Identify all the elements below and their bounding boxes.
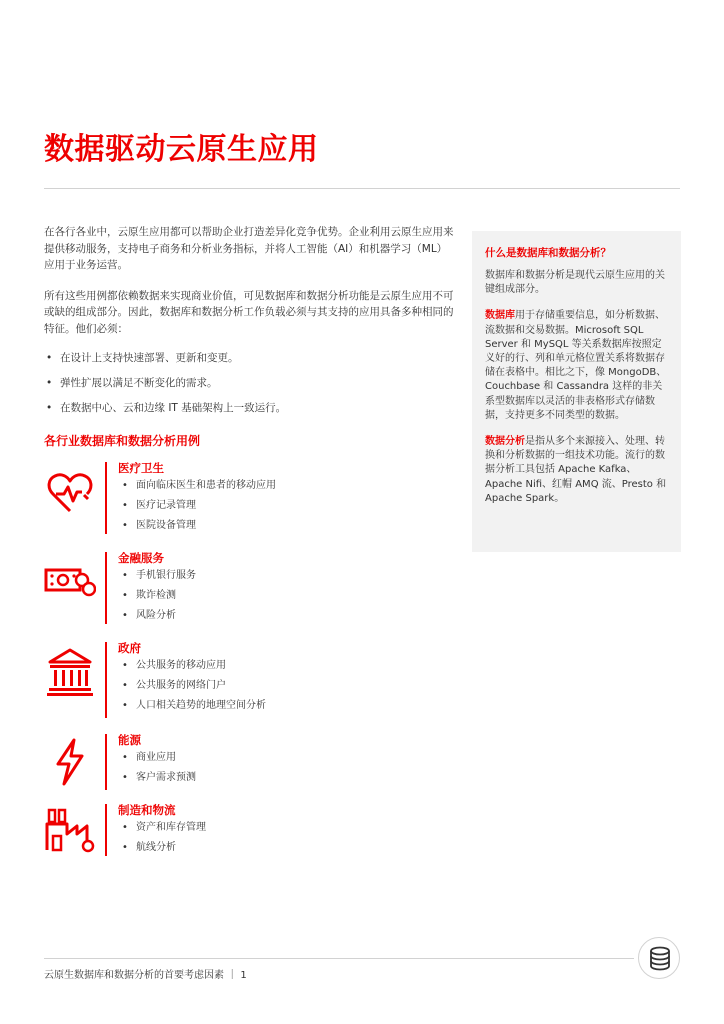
footer-badge	[638, 937, 680, 979]
industry-title: 制造和物流	[118, 803, 176, 817]
factory-icon	[44, 804, 96, 856]
bullet-icon: •	[122, 480, 128, 491]
industry-title: 医疗卫生	[118, 461, 164, 475]
industry-energy	[44, 734, 464, 790]
list-item	[44, 351, 454, 365]
industry-list	[122, 751, 196, 791]
sidebar-paragraph-3-text: 是指从多个来源接入、处理、转换和分析数据的一组技术功能。流行的数据分析工具包括 Apache Kafka、Apache Nifi、红帽 AMQ 流、Presto 和 Apache Spark。	[485, 436, 667, 504]
list-item-text: 航线分析	[136, 842, 176, 853]
list-item	[122, 589, 196, 602]
bullet-icon: •	[46, 402, 53, 414]
term-analytics: 数据分析	[485, 436, 525, 448]
industry-government	[44, 642, 464, 718]
list-item-text: 医疗记录管理	[136, 500, 196, 511]
list-item-text: 弹性扩展以满足不断变化的需求。	[60, 377, 218, 389]
bullet-icon: •	[46, 352, 53, 364]
sidebar-paragraph-3	[485, 435, 669, 506]
list-item-text: 在数据中心、云和边缘 IT 基础架构上一致运行。	[60, 402, 287, 414]
sidebar-heading: 什么是数据库和数据分析？	[485, 247, 611, 259]
industry-divider	[105, 642, 107, 718]
industry-title: 能源	[118, 733, 141, 747]
intro-paragraph-1: 在各行各业中，云原生应用都可以帮助企业打造差异化竞争优势。企业利用云原生应用来提供移动服务，支持电子商务和分析业务指标，并将人工智能（AI）和机器学习（ML）应用于业务运营。	[44, 226, 454, 271]
page-title: 数据驱动云原生应用	[44, 132, 319, 167]
term-database: 数据库	[485, 310, 515, 322]
bullet-icon: •	[46, 377, 53, 389]
industry-divider	[105, 734, 107, 790]
list-item-text: 手机银行服务	[136, 570, 196, 581]
list-item-text: 医院设备管理	[136, 520, 196, 531]
industry-list	[122, 659, 266, 719]
list-item-text: 公共服务的移动应用	[136, 660, 226, 671]
government-building-icon	[44, 646, 96, 698]
bullet-icon: •	[122, 680, 128, 691]
bullet-icon: •	[122, 700, 128, 711]
industry-list	[122, 569, 196, 629]
list-item	[122, 821, 206, 834]
money-coins-icon	[44, 556, 96, 608]
list-item	[122, 519, 276, 532]
industry-finance	[44, 552, 464, 624]
heart-pulse-icon	[44, 467, 96, 519]
list-item-text: 面向临床医生和患者的移动应用	[136, 480, 276, 491]
intro-section	[44, 224, 454, 426]
lightning-bolt-icon	[44, 736, 96, 788]
list-item	[122, 609, 196, 622]
definition-sidebar	[472, 231, 681, 552]
list-item	[122, 699, 266, 712]
database-icon	[639, 938, 681, 980]
list-item-text: 资产和库存管理	[136, 822, 206, 833]
list-item-text: 客户需求预测	[136, 772, 196, 783]
industry-list	[122, 479, 276, 539]
bullet-icon: •	[122, 520, 128, 531]
bullet-icon: •	[122, 822, 128, 833]
list-item-text: 在设计上支持快速部署、更新和变更。	[60, 352, 239, 364]
list-item	[44, 401, 454, 415]
industry-divider	[105, 804, 107, 856]
list-item-text: 欺诈检测	[136, 590, 176, 601]
industry-title: 政府	[118, 641, 141, 655]
list-item	[122, 771, 196, 784]
bullet-icon: •	[122, 500, 128, 511]
list-item-text: 人口相关趋势的地理空间分析	[136, 700, 266, 711]
requirements-list	[44, 351, 454, 415]
list-item	[122, 499, 276, 512]
bullet-icon: •	[122, 570, 128, 581]
bullet-icon: •	[122, 590, 128, 601]
list-item	[122, 751, 196, 764]
industry-divider	[105, 462, 107, 534]
list-item	[122, 569, 196, 582]
list-item-text: 公共服务的网络门户	[136, 680, 226, 691]
bullet-icon: •	[122, 842, 128, 853]
bullet-icon: •	[122, 660, 128, 671]
sidebar-paragraph-2-text: 用于存储重要信息，如分析数据、流数据和交易数据。Microsoft SQL Server 和 MySQL 等关系数据库按照定义好的行、列和单元格位置关系将数据存储在表格中。相比之下，像 MongoDB、Couchbase 和 Cassandra 这样的非关系型数据库以灵活的非表格形式存储数据，支持更多不同类型的数据。	[485, 310, 667, 421]
intro-paragraph-2: 所有这些用例都依赖数据来实现商业价值，可见数据库和数据分析功能是云原生应用不可或缺的组成部分。因此，数据库和数据分析工作负载必须与其支持的应用具备多种相同的特征。他们必须：	[44, 289, 454, 335]
industry-manufacturing	[44, 804, 464, 856]
title-divider	[44, 188, 680, 189]
list-item-text: 商业应用	[136, 752, 176, 763]
footer-text: 云原生数据库和数据分析的首要考虑因素 ｜ 1	[44, 970, 247, 981]
list-item-text: 风险分析	[136, 610, 176, 621]
list-item	[122, 679, 266, 692]
industry-divider	[105, 552, 107, 624]
bullet-icon: •	[122, 752, 128, 763]
footer-divider	[44, 958, 634, 959]
list-item	[122, 841, 206, 854]
bullet-icon: •	[122, 610, 128, 621]
sidebar-paragraph-2	[485, 309, 669, 423]
industry-title: 金融服务	[118, 551, 164, 565]
list-item	[44, 376, 454, 390]
use-cases-heading: 各行业数据库和数据分析用例	[44, 434, 201, 448]
industry-healthcare	[44, 462, 464, 534]
list-item	[122, 659, 266, 672]
list-item	[122, 479, 276, 492]
industry-list	[122, 821, 206, 861]
sidebar-paragraph-1: 数据库和数据分析是现代云原生应用的关键组成部分。	[485, 270, 665, 296]
bullet-icon: •	[122, 772, 128, 783]
